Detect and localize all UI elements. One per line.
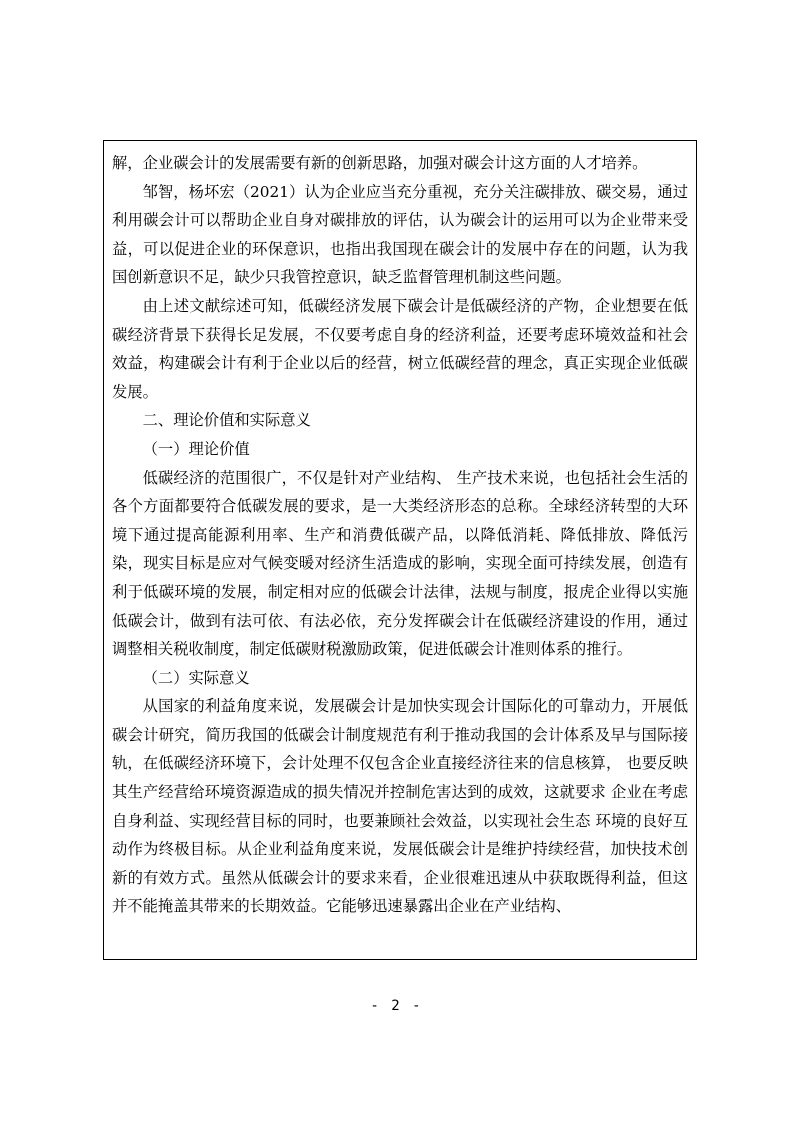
paragraph-continued: 解，企业碳会计的发展需要有新的创新思路，加强对碳会计这方面的人才培养。 bbox=[112, 154, 648, 172]
paragraph-literature-zou: 邹智，杨坏宏（2021）认为企业应当充分重视，充分关注碳排放、碳交易，通过利用碳会计可以帮助企业自身对碳排放的评估，认为碳会计的运用可以为企业带来受益，可以促进企业的环保意识，也指出我国现在碳会计的发展中存在的问题，认为我国创新意识不足，缺少只我管控意识，缺乏监督管理机制这些问题。 bbox=[112, 182, 688, 287]
paragraph-theory-value: 低碳经济的范围很广，不仅是针对产业结构、 生产技术来说，也包括社会生活的各个方面都要符合低碳发展的要求，是一大类经济形态的总称。全球经济转型的大环境下通过提高能源利用率、生产和消费低碳产品，以降低消耗、降低排放、降低污染，现实目标是应对气候变暖对经济生活造成的影响，实现全面可持续发展，创造有利于低碳环境的发展，制定相对应的低碳会计法律，法规与制度，报虎企业得以实施低碳会计，做到有法可依、有法必依，充分发挥碳会计在低碳经济建设的作用，通过调整相关税收制度，制定低碳财税激励政策，促进低碳会计准则体系的推行。 bbox=[112, 468, 688, 659]
subsection-heading-theory-value: （一）理论价值 bbox=[142, 439, 250, 458]
page-number: - 2 - bbox=[370, 998, 423, 1014]
subsection-heading-practical-significance: （二）实际意义 bbox=[142, 668, 250, 687]
paragraph-literature-summary: 由上述文献综述可知，低碳经济发展下碳会计是低碳经济的产物，企业想要在低碳经济背景下获得长足发展，不仅要考虑自身的经济利益，还要考虑环境效益和社会效益，构建碳会计有利于企业以后的经营，树立低碳经营的理念，真正实现企业低碳发展。 bbox=[112, 296, 688, 401]
content-frame bbox=[103, 140, 697, 960]
paragraph-practical-significance: 从国家的利益角度来说，发展碳会计是加快实现会计国际化的可靠动力，开展低碳会计研究，简历我国的低碳会计制度规范有利于推动我国的会计体系及早与国际接轨，在低碳经济环境下，会计处理不仅包含企业直接经济往来的信息核算， 也要反映其生产经营给环境资源造成的损失情况并控制危害达到的成效，这就要求 企业在考虑自身利益、实现经营目标的同时，也要兼顾社会效益，以实现社会生态 环境的良好互动作为终极目标。从企业利益角度来说，发展低碳会计是维护持续经营，加快技术创新的有效方式。虽然从低碳会计的要求来看，企业很难迅速从中获取既得利益，但这并不能掩盖其带来的长期效益。它能够迅速暴露出企业在产业结构、 bbox=[112, 697, 688, 916]
section-heading-theory-practice: 二、理论价值和实际意义 bbox=[142, 411, 311, 430]
